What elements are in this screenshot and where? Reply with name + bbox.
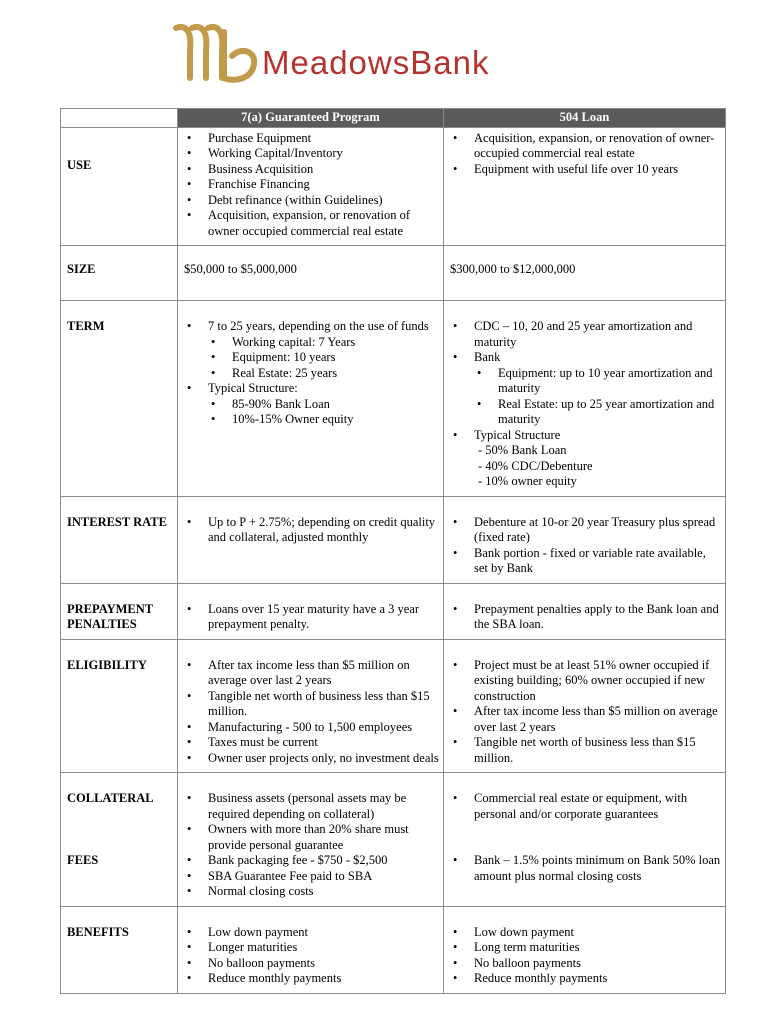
list-item: • No balloon payments xyxy=(474,956,721,972)
cell-term-7a xyxy=(178,301,444,497)
row-label-interest: INTEREST RATE xyxy=(61,496,178,583)
list-item: - 50% Bank Loan xyxy=(478,443,567,457)
list-item: • Commercial real estate or equipment, with personal and/or corporate guarantees xyxy=(474,791,721,822)
cell-prepay-504 xyxy=(444,583,726,639)
list-item: • Bank portion - fixed or variable rate available, set by Bank xyxy=(474,546,721,577)
list-item: • Bank packaging fee - $750 - $2,500 xyxy=(208,853,439,869)
list-item: • Business Acquisition xyxy=(208,162,439,178)
row-label-collateral-fees xyxy=(61,773,178,907)
table-header-row xyxy=(61,109,726,128)
list-item xyxy=(208,381,439,428)
row-label-term: TERM xyxy=(61,301,178,497)
list-item: • Tangible net worth of business less than $15 million. xyxy=(474,735,721,766)
brand-name: MeadowsBank xyxy=(262,44,490,81)
list-item: • Low down payment xyxy=(208,925,439,941)
list-item: • Owners with more than 20% share must provide personal guarantee xyxy=(208,822,439,853)
list-item: • Project must be at least 51% owner occupied if existing building; 60% owner occupied if new construction xyxy=(474,658,721,705)
list-item: • Owner user projects only, no investment deals xyxy=(208,751,439,767)
list-item: - 40% CDC/Debenture xyxy=(478,458,593,473)
list-item: • After tax income less than $5 million on average over last 2 years xyxy=(474,704,721,735)
label-line: PREPAYMENT xyxy=(67,601,154,616)
row-benefits xyxy=(61,906,726,993)
list-item: • Manufacturing - 500 to 1,500 employees xyxy=(208,720,439,736)
meadows-bank-logo xyxy=(172,22,582,84)
row-interest-rate xyxy=(61,496,726,583)
list-item: • Purchase Equipment xyxy=(208,131,439,147)
list-item: • Loans over 15 year maturity have a 3 year prepayment penalty. xyxy=(208,602,439,633)
list-item: • Prepayment penalties apply to the Bank loan and the SBA loan. xyxy=(474,602,721,633)
cell-eligibility-7a xyxy=(178,639,444,773)
row-collateral-fees xyxy=(61,773,726,907)
row-label-collateral: COLLATERAL xyxy=(67,791,154,805)
list-item: • Working capital: 7 Years xyxy=(232,335,439,351)
list-item: • Bank – 1.5% points minimum on Bank 50% loan amount plus normal closing costs xyxy=(474,853,721,884)
term-7a-funds: 7 to 25 years, depending on the use of funds xyxy=(208,319,429,333)
list-item: • Up to P + 2.75%; depending on credit quality and collateral, adjusted monthly xyxy=(208,515,439,546)
cell-collateral-fees-504 xyxy=(444,773,726,907)
list-item: • After tax income less than $5 million on average over last 2 years xyxy=(208,658,439,689)
logo-mark-icon xyxy=(172,22,262,84)
label-line: PENALTIES xyxy=(67,617,137,631)
list-item: • Business assets (personal assets may be required depending on collateral) xyxy=(208,791,439,822)
header-blank xyxy=(61,109,178,128)
list-item: • Real Estate: 25 years xyxy=(232,366,439,382)
term-504-structure: Typical Structure xyxy=(474,427,561,442)
list-item: • Acquisition, expansion, or renovation of owner-occupied commercial real estate xyxy=(474,131,721,162)
list-item xyxy=(474,350,721,428)
list-item: • Acquisition, expansion, or renovation of owner occupied commercial real estate xyxy=(208,208,439,239)
row-label-use: USE xyxy=(61,127,178,246)
list-item xyxy=(474,428,721,490)
row-label-eligibility: ELIGIBILITY xyxy=(61,639,178,773)
cell-prepay-7a xyxy=(178,583,444,639)
row-size xyxy=(61,246,726,301)
header-7a: 7(a) Guaranteed Program xyxy=(178,109,444,128)
row-term xyxy=(61,301,726,497)
cell-term-504 xyxy=(444,301,726,497)
list-item: • Equipment: 10 years xyxy=(232,350,439,366)
list-item: • Debenture at 10-or 20 year Treasury plus spread (fixed rate) xyxy=(474,515,721,546)
list-item: • CDC – 10, 20 and 25 year amortization and maturity xyxy=(474,319,721,350)
list-item: • Taxes must be current xyxy=(208,735,439,751)
list-item: • Low down payment xyxy=(474,925,721,941)
cell-benefits-504 xyxy=(444,906,726,993)
cell-eligibility-504 xyxy=(444,639,726,773)
term-7a-structure: Typical Structure: xyxy=(208,381,298,395)
list-item: • Reduce monthly payments xyxy=(474,971,721,987)
list-item: • Working Capital/Inventory xyxy=(208,146,439,162)
list-item: • Tangible net worth of business less than $15 million. xyxy=(208,689,439,720)
term-504-bank: Bank xyxy=(474,350,501,364)
list-item: • Equipment with useful life over 10 years xyxy=(474,162,721,178)
cell-use-7a xyxy=(178,127,444,246)
row-label-benefits: BENEFITS xyxy=(61,906,178,993)
list-item xyxy=(208,319,439,381)
list-item: • Normal closing costs xyxy=(208,884,439,900)
list-item: • 85-90% Bank Loan xyxy=(232,397,439,413)
cell-size-7a: $50,000 to $5,000,000 xyxy=(178,246,444,301)
list-item: • Longer maturities xyxy=(208,940,439,956)
list-item: • Debt refinance (within Guidelines) xyxy=(208,193,439,209)
row-label-size: SIZE xyxy=(61,246,178,301)
list-item: - 10% owner equity xyxy=(478,474,577,488)
row-prepayment xyxy=(61,583,726,639)
cell-size-504: $300,000 to $12,000,000 xyxy=(444,246,726,301)
list-item: • SBA Guarantee Fee paid to SBA xyxy=(208,869,439,885)
row-use xyxy=(61,127,726,246)
list-item: • Real Estate: up to 25 year amortization and maturity xyxy=(498,397,721,428)
list-item: • Equipment: up to 10 year amortization and maturity xyxy=(498,366,721,397)
cell-interest-504 xyxy=(444,496,726,583)
row-eligibility xyxy=(61,639,726,773)
row-label-prepayment xyxy=(61,583,178,639)
cell-collateral-fees-7a xyxy=(178,773,444,907)
list-item: • Long term maturities xyxy=(474,940,721,956)
loan-comparison-table xyxy=(60,108,726,994)
cell-interest-7a xyxy=(178,496,444,583)
list-item: • 10%-15% Owner equity xyxy=(232,412,439,428)
list-item: • Franchise Financing xyxy=(208,177,439,193)
header-504: 504 Loan xyxy=(444,109,726,128)
cell-benefits-7a xyxy=(178,906,444,993)
list-item: • Reduce monthly payments xyxy=(208,971,439,987)
list-item: • No balloon payments xyxy=(208,956,439,972)
cell-use-504 xyxy=(444,127,726,246)
row-label-fees: FEES xyxy=(67,853,99,867)
